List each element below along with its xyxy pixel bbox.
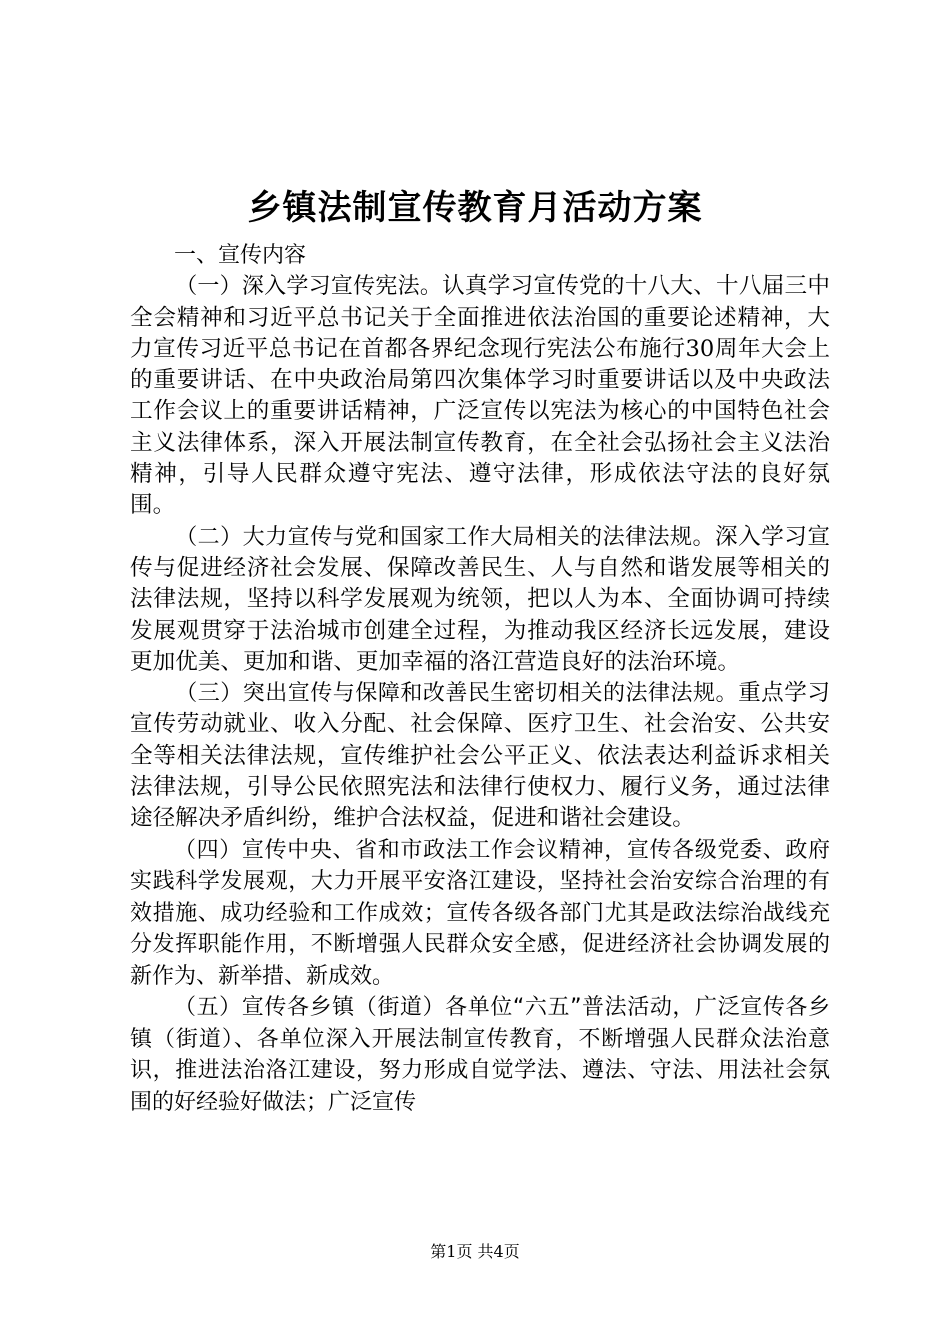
paragraph-3-text: 重点学习宣传劳动就业、收入分配、社会保障、医疗卫生、社会治安、公共安全等相关法律法规，宣传维护社会公平正义、依法表达利益诉求相关法律法规，引导公民依照宪法和法律行使权力、履行义务，通过法律途径解决矛盾纠纷，维护合法权益，促进和谐社会建设。 (130, 680, 830, 832)
section-heading: 一、宣传内容 (174, 243, 307, 268)
paragraph-3-lead: （三）突出宣传与保障和改善民生密切相关的法律法规。 (175, 681, 739, 707)
paragraph-3 (130, 678, 830, 834)
paragraph-2 (130, 522, 830, 678)
paragraph-1-lead: （一）深入学习宣传宪法。 (175, 274, 443, 300)
document-title: 乡镇法制宣传教育月活动方案 (247, 188, 703, 228)
paragraph-1-text: 认真学习宣传党的十八大、十八届三中全会精神和习近平总书记关于全面推进依法治国的重要论述精神，大力宣传习近平总书记在首都各界纪念现行宪法公布施行30周年大会上的重要讲话、在中央政治局第四次集体学习时重要讲话以及中央政法工作会议上的重要讲话精神，广泛宣传以宪法为核心的中国特色社会主义法律体系，深入开展法制宣传教育，在全社会弘扬社会主义法治精神，引导人民群众遵守宪法、遵守法律，形成依法守法的良好氛围。 (130, 273, 830, 519)
paragraph-5-text: （五）宣传各乡镇（街道）各单位“六五”普法活动，广泛宣传各乡镇（街道）、各单位深入开展法制宣传教育，不断增强人民群众法治意识，推进法治洛江建设，努力形成自觉学法、遵法、守法、用法社会氛围的好经验好做法；广泛宣传 (130, 995, 830, 1115)
paragraph-4 (130, 835, 830, 993)
paragraph-1 (130, 271, 830, 521)
paragraph-2-lead: （二）大力宣传与党和国家工作大局相关的法律法规。 (175, 524, 716, 550)
page-footer: 第1页 共4页 (430, 1242, 520, 1261)
document-body (130, 240, 830, 1118)
paragraph-2-text: 深入学习宣传与促进经济社会发展、保障改善民生、人与自然和谐发展等相关的法律法规，坚持以科学发展观为统领，把以人为本、全面协调可持续发展观贯穿于法治城市创建全过程，为推动我区经济长远发展，建设更加优美、更加和谐、更加幸福的洛江营造良好的法治环境。 (130, 523, 830, 675)
paragraph-4-text: （四）宣传中央、省和市政法工作会议精神，宣传各级党委、政府实践科学发展观，大力开展平安洛江建设，坚持社会治安综合治理的有效措施、成功经验和工作成效；宣传各级各部门尤其是政法综治战线充分发挥职能作用，不断增强人民群众安全感，促进经济社会协调发展的新作为、新举措、新成效。 (130, 837, 830, 989)
paragraph-5 (130, 992, 830, 1118)
